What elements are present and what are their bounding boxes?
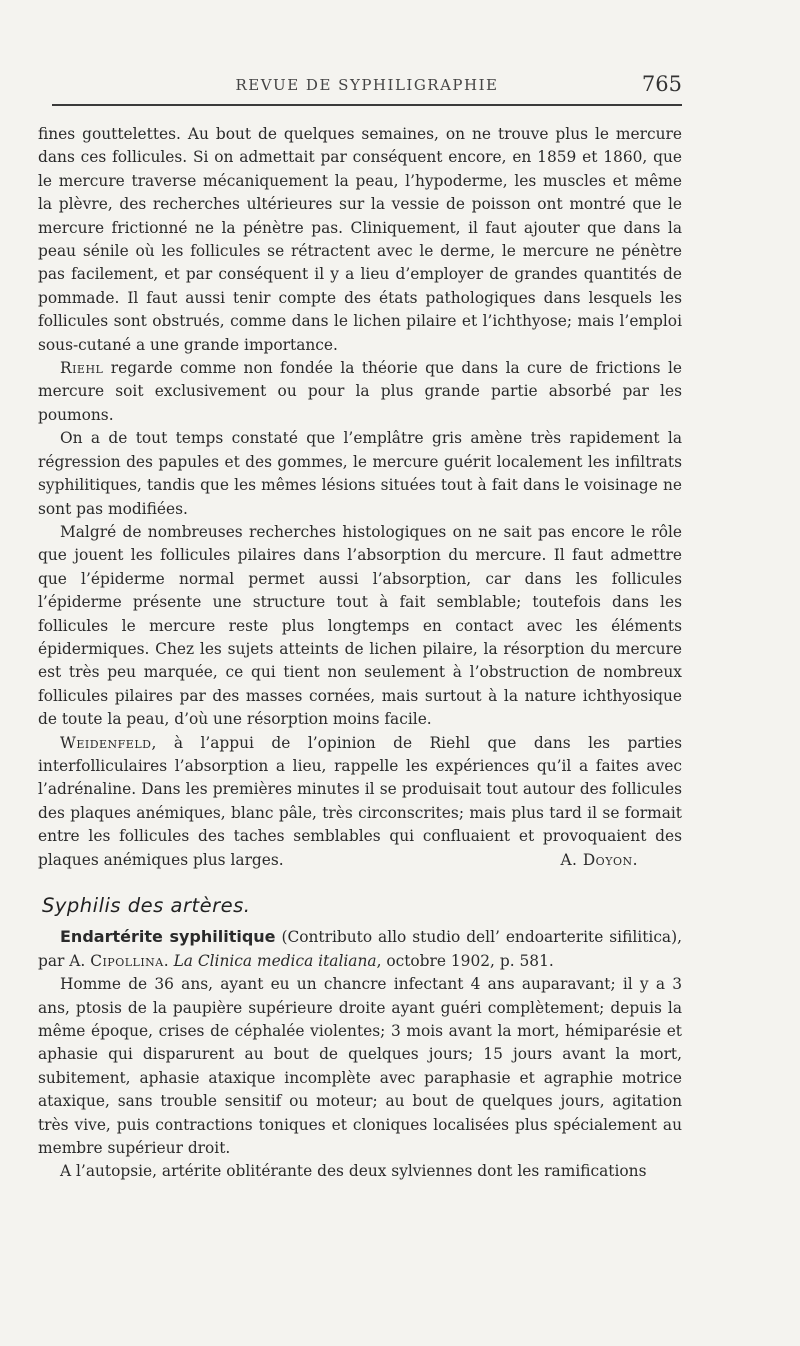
section-title: Syphilis des artères. [42, 894, 251, 917]
paragraph: A l’autopsie, artérite oblitérante des deux sylviennes dont les ramifications [60, 1162, 647, 1181]
signature: A. Doyon. [560, 850, 638, 869]
author-name: Weidenfeld [60, 733, 152, 752]
journal-name: La Clinica medica italiana [173, 951, 377, 970]
body-text [38, 123, 682, 1184]
reference-text: (Contributo allo studio dell’ endoarterite sifilitica), par A. [38, 928, 683, 970]
article-reference [38, 925, 682, 973]
paragraph-text: , à l’appui de l’opinion de Riehl que dans les parties interfolliculaires l’absorption a lieu, rappelle les expériences qu’il a faites avec l’adrénaline. Dans les premières minutes il se produisait tout autour des follicules des plaques anémiques, blanc pâle, très circonscrites; mais plus tard il se formait entre les follicules des taches semblables qui confluaient et provoquaient des plaques anémiques plus larges. [38, 733, 682, 869]
page-header [52, 72, 682, 100]
paragraph [38, 357, 682, 427]
paragraph-text: regarde comme non fondée la théorie que dans la cure de frictions le mercure soit exclusivement ou pour la plus grande partie absorbé par les poumons. [38, 359, 682, 424]
paragraph: Malgré de nombreuses recherches histologiques on ne sait pas encore le rôle que jouent les follicules pilaires dans l’absorption du mercure. Il faut admettre que l’épiderme normal permet aussi l’absorption, car dans les follicules l’épiderme présente une structure tout à fait semblable; toutefois dans les follicules le mercure reste plus longtemps en contact avec les éléments épidermiques. Chez les sujets atteints de lichen pilaire, la résorption du mercure est très peu marquée, ce qui tient non seulement à l’obstruction de nombreux follicules pilaires par des masses cornées, mais surtout à la nature ichthyosique de toute la peau, d’où une résorption moins facile. [38, 522, 682, 729]
running-title: REVUE DE SYPHILIGRAPHIE [235, 76, 499, 94]
paragraph: Homme de 36 ans, ayant eu un chancre infectant 4 ans auparavant; il y a 3 ans, ptosis de la paupière supérieure droite ayant guéri complètement; depuis la même époque, crises de céphalée violentes; 3 mois avant la mort, hémiparésie et aphasie qui disparurent au bout de quelques jours; 15 jours avant la mort, subitement, aphasie ataxique incomplète avec paraphasie et agraphie motrice ataxique, sans trouble sensitif ou moteur; au bout de quelques jours, agitation très vive, puis contractions toniques et cloniques localisées plus spécialement au membre supérieur droit. [38, 975, 682, 1158]
author-name: Riehl [60, 359, 104, 378]
reference-author: Cipollina [90, 951, 164, 970]
reference-text: . [163, 951, 174, 970]
article-title: Endartérite syphilitique [60, 927, 276, 947]
paragraph: fines gouttelettes. Au bout de quelques semaines, on ne trouve plus le mercure dans ces follicules. Si on admettait par conséquent encore, en 1859 et 1860, que le mercure traverse mécaniquement la peau, l’hypoderme, les muscles et même la plèvre, des recherches ultérieures sur la vessie de poisson ont montré que le mercure frictionné ne la pénètre pas. Cliniquement, il faut ajouter que dans la peau sénile où les follicules se rétractent avec le derme, le mercure ne pénètre pas facilement, et par conséquent il y a lieu d’employer de grandes quantités de pommade. Il faut aussi tenir compte des états pathologiques dans lesquels les follicules sont obstrués, comme dans le lichen pilaire et l’ichthyose; mais l’emploi sous-cutané a une grande importance. [38, 125, 682, 354]
paragraph [38, 732, 682, 872]
header-rule [52, 104, 682, 106]
page-number: 765 [641, 72, 682, 96]
reference-text: , octobre 1902, p. 581. [376, 951, 554, 970]
paragraph: On a de tout temps constaté que l’emplâtre gris amène très rapidement la régression des papules et des gommes, le mercure guérit localement les infiltrats syphilitiques, tandis que les mêmes lésions situées tout à fait dans le voisinage ne sont pas modifiées. [38, 429, 682, 518]
